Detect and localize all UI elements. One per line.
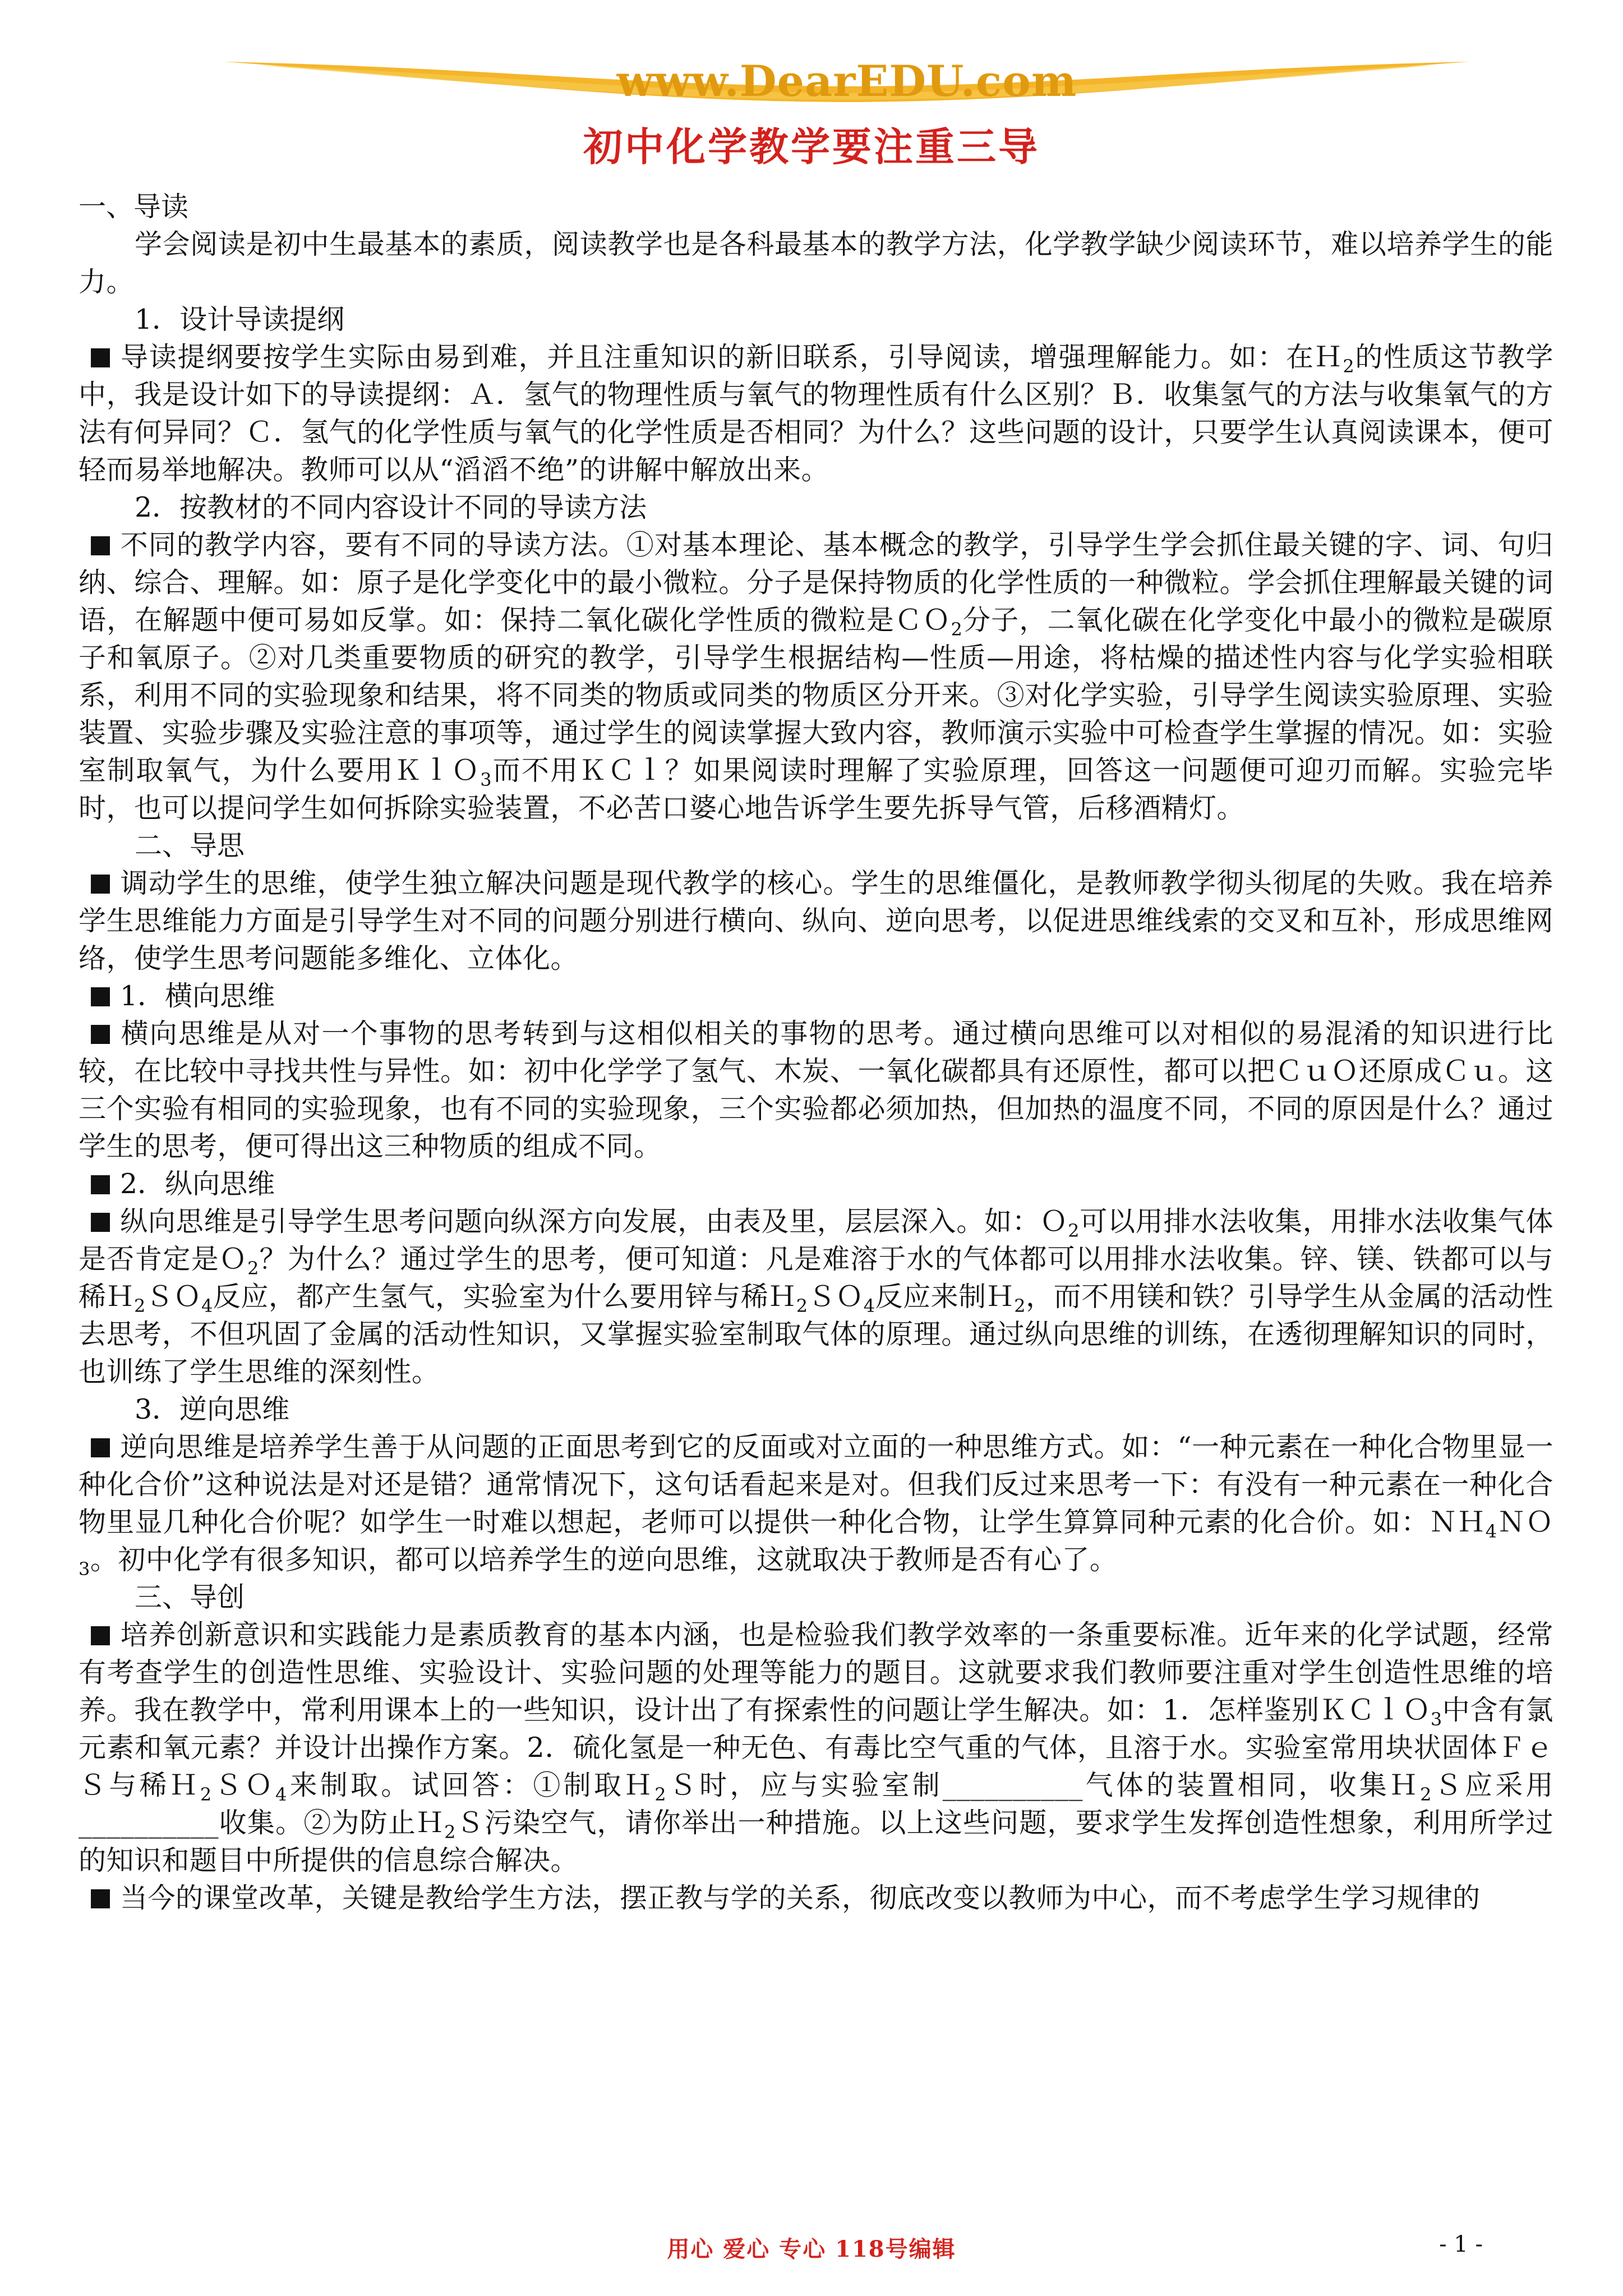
subscript: 3 xyxy=(480,769,492,790)
square-bullet-icon xyxy=(91,1438,110,1457)
subscript: 2 xyxy=(654,1783,667,1805)
subscript: 2 xyxy=(247,1257,259,1279)
subscript: 2 xyxy=(200,1783,212,1805)
footer-note: 用心 爱心 专心 118号编辑 xyxy=(667,2236,956,2262)
subscript: 2 xyxy=(1420,1783,1432,1805)
subsection-heading: 2．纵向思维 xyxy=(79,1165,1553,1203)
subscript: 4 xyxy=(863,1295,875,1317)
subsection-heading: 1．横向思维 xyxy=(79,977,1553,1015)
subscript: 2 xyxy=(1343,355,1355,377)
subscript: 2 xyxy=(796,1295,808,1317)
square-bullet-icon xyxy=(91,987,110,1006)
square-bullet-icon xyxy=(91,348,110,367)
subsection-heading: 2．按教材的不同内容设计不同的导读方法 xyxy=(135,491,647,523)
document-title: 初中化学教学要注重三导 xyxy=(583,123,1040,170)
square-bullet-icon xyxy=(91,536,110,555)
subscript: 3 xyxy=(1430,1708,1442,1730)
body-paragraph: 培养创新意识和实践能力是素质教育的基本内涵，也是检验我们教学效率的一条重要标准。近年来的化学试题，经常有考查学生的创造性思维、实验设计、实验问题的处理等能力的题目。这就要求我们教师要注重对学生创造性思维的培养。我在教学中，常利用课本上的一些知识，设计出了有探索性的问题让学生解决。如：1．怎样鉴别ＫＣｌＯ$_3$中含有氯元素和氧元素？并设计出操作方案。2．硫化氢是一种无色、有毒比空气重的气体，且溶于水。实验室常用块状固体ＦｅＳ与稀Ｈ$_2$ＳＯ$_4$来制取。试回答：①制取Ｈ$_2$Ｓ时，应与实验室制__________气体的装置相同，收集Ｈ$_2$Ｓ应采用__________收集。②为防止Ｈ$_2$Ｓ污染空气，请你举出一种措施。以上这些问题，要求学生发挥创造性想象，利用所学过的知识和题目中所提供的信息综合解决。 xyxy=(79,1619,1553,1876)
body-paragraph: 纵向思维是引导学生思考问题向纵深方向发展，由表及里，层层深入。如：Ｏ$_2$可以用排水法收集，用排水法收集气体是否肯定是Ｏ$_2$？为什么？通过学生的思考，便可知道：凡是难溶于水的气体都可以用排水法收集。锌、镁、铁都可以与稀Ｈ$_2$ＳＯ$_4$反应，都产生氢气，实验室为什么要用锌与稀Ｈ$_2$ＳＯ$_4$反应来制Ｈ$_2$，而不用镁和铁？引导学生从金属的活动性去思考，不但巩固了金属的活动性知识，又掌握实验室制取气体的原理。通过纵向思维的训练，在透彻理解知识的同时，也训练了学生思维的深刻性。 xyxy=(79,1205,1553,1388)
subscript: 4 xyxy=(201,1295,213,1317)
square-bullet-icon xyxy=(91,1626,110,1645)
square-bullet-icon xyxy=(91,875,110,894)
subscript: 2 xyxy=(134,1295,146,1317)
square-bullet-icon xyxy=(91,1175,110,1194)
section-heading: 一、导读 xyxy=(79,191,189,223)
body-paragraph: 学会阅读是初中生最基本的素质，阅读教学也是各科最基本的教学方法，化学教学缺少阅读环节，难以培养学生的能力。 xyxy=(79,228,1553,298)
subscript: 2 xyxy=(951,618,963,640)
body-paragraph: 不同的教学内容，要有不同的导读方法。①对基本理论、基本概念的教学，引导学生学会抓住最关键的字、词、句归纳、综合、理解。如：原子是化学变化中的最小微粒。分子是保持物质的化学性质的一种微粒。学会抓住理解最关键的词语，在解题中便可易如反掌。如：保持二氧化碳化学性质的微粒是ＣＯ$_2$分子，二氧化碳在化学变化中最小的微粒是碳原子和氧原子。②对几类重要物质的研究的教学，引导学生根据结构—性质—用途，将枯燥的描述性内容与化学实验相联系，利用不同的实验现象和结果，将不同类的物质或同类的物质区分开来。③对化学实验，引导学生阅读实验原理、实验装置、实验步骤及实验注意的事项等，通过学生的阅读掌握大致内容，教师演示实验中可检查学生掌握的情况。如：实验室制取氧气，为什么要用ＫｌＯ$_3$而不用ＫＣｌ？如果阅读时理解了实验原理，回答这一问题便可迎刃而解。实验完毕时，也可以提问学生如何拆除实验装置，不必苦口婆心地告诉学生要先拆导气管，后移酒精灯。 xyxy=(79,529,1553,824)
square-bullet-icon xyxy=(91,1213,110,1232)
subscript: 2 xyxy=(1068,1220,1080,1241)
page-number: - 1 - xyxy=(1439,2231,1483,2257)
body-paragraph: 导读提纲要按学生实际由易到难，并且注重知识的新旧联系，引导阅读，增强理解能力。如：在Ｈ$_2$的性质这节教学中，我是设计如下的导读提纲：Ａ．氢气的物理性质与氧气的物理性质有什么区别？Ｂ．收集氢气的方法与收集氧气的方法有何异同？Ｃ．氢气的化学性质与氧气的化学性质是否相同？为什么？这些问题的设计，只要学生认真阅读课本，便可轻而易举地解决。教师可以从“滔滔不绝”的讲解中解放出来。 xyxy=(79,341,1553,486)
subscript: 4 xyxy=(1485,1520,1497,1542)
subscript: 4 xyxy=(275,1783,287,1805)
body-paragraph: 当今的课堂改革，关键是教给学生方法，摆正教与学的关系，彻底改变以教师为中心，而不考虑学生学习规律的 xyxy=(79,1879,1553,1917)
header-banner xyxy=(224,52,1469,113)
subsection-heading: 二、导思 xyxy=(135,830,245,862)
subscript: 3 xyxy=(79,1558,90,1580)
body-paragraph: 横向思维是从对一个事物的思考转到与这相似相关的事物的思考。通过横向思维可以对相似的易混淆的知识进行比较，在比较中寻找共性与异性。如：初中化学学了氢气、木炭、一氧化碳都具有还原性，都可以把ＣｕＯ还原成Ｃｕ。这三个实验有相同的实验现象，也有不同的实验现象，三个实验都必须加热，但加热的温度不同，不同的原因是什么？通过学生的思考，便可得出这三种物质的组成不同。 xyxy=(79,1018,1553,1162)
document-body xyxy=(79,188,1553,1917)
subsection-heading: 三、导创 xyxy=(135,1581,245,1613)
subscript: 2 xyxy=(444,1821,456,1843)
site-url: www.DearEDU.com xyxy=(616,56,1077,106)
subscript: 2 xyxy=(1014,1295,1026,1317)
subsection-heading: 1．设计导读提纲 xyxy=(135,303,345,335)
body-paragraph: 调动学生的思维，使学生独立解决问题是现代教学的核心。学生的思维僵化，是教师教学彻头彻尾的失败。我在培养学生思维能力方面是引导学生对不同的问题分别进行横向、纵向、逆向思考，以促进思维线索的交叉和互补，形成思维网络，使学生思考问题能多维化、立体化。 xyxy=(79,867,1553,974)
square-bullet-icon xyxy=(91,1025,110,1044)
subsection-heading: 3．逆向思维 xyxy=(135,1393,290,1425)
square-bullet-icon xyxy=(91,1889,110,1908)
body-paragraph: 逆向思维是培养学生善于从问题的正面思考到它的反面或对立面的一种思维方式。如：“一种元素在一种化合物里显一种化合价”这种说法是对还是错？通常情况下，这句话看起来是对。但我们反过来思考一下：有没有一种元素在一种化合物里显几种化合价呢？如学生一时难以想起，老师可以提供一种化合物，让学生算算同种元素的化合价。如：ＮＨ$_4$ＮＯ$_3$。初中化学有很多知识，都可以培养学生的逆向思维，这就取决于教师是否有心了。 xyxy=(79,1431,1553,1580)
